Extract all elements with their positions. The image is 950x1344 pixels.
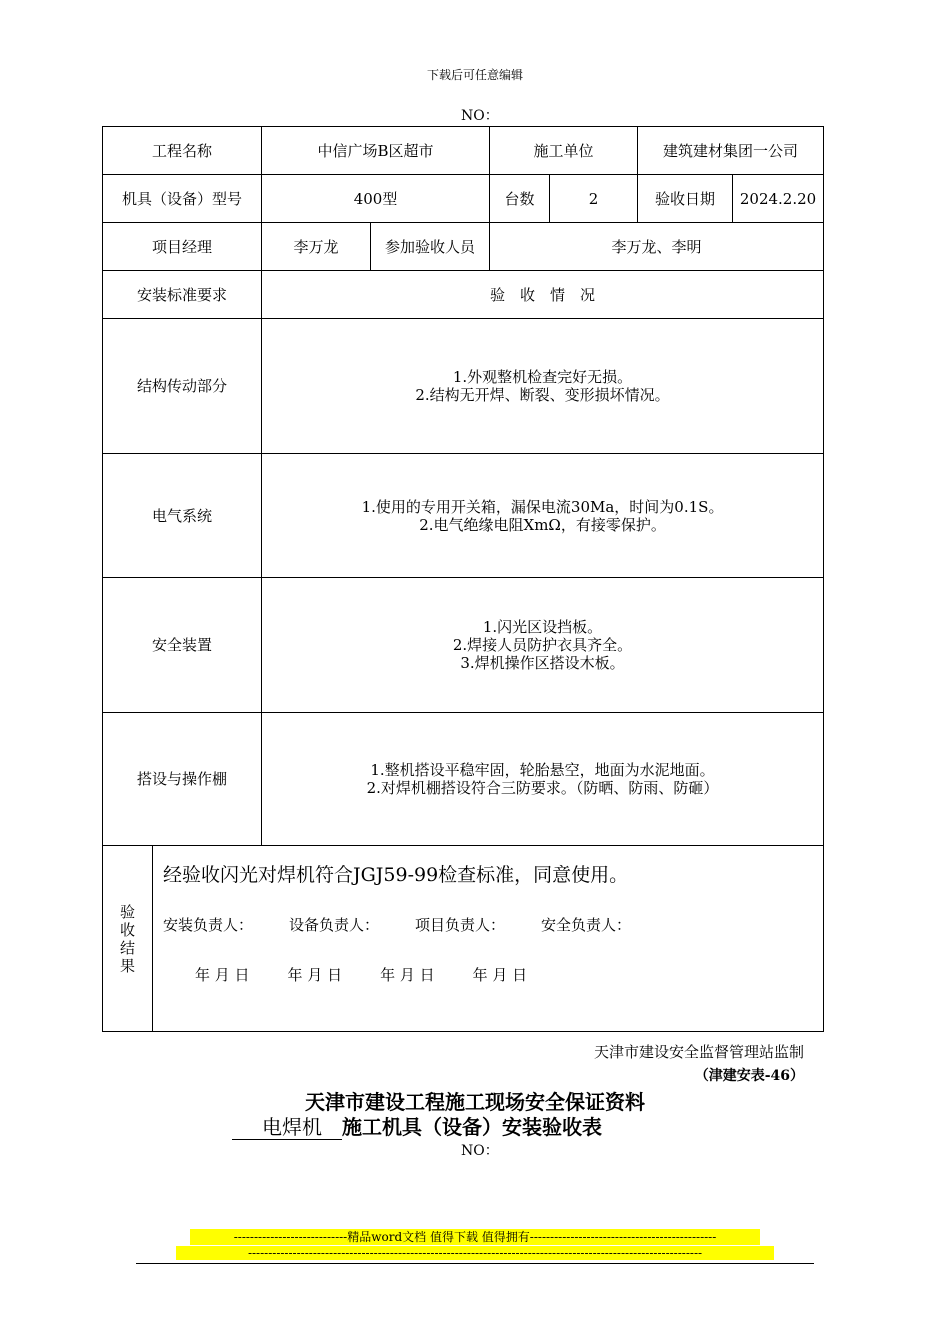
ad-banner-line2: ----------------------------------------------------------------------------------------------------------------	[176, 1246, 774, 1260]
section-line: 2.结构无开焊、断裂、变形损坏情况。	[415, 386, 670, 404]
result-label: 验 收 结 果	[103, 846, 153, 1032]
count-label: 台数	[490, 175, 550, 223]
section-line: 3.焊机操作区搭设木板。	[460, 654, 625, 672]
download-note: 下载后可任意编辑	[426, 68, 523, 82]
section-content	[262, 454, 824, 578]
status-label: 验 收 情 况	[262, 271, 824, 319]
document-title-line2	[232, 1111, 602, 1140]
section-line: 2.电气绝缘电阻XmΩ，有接零保护。	[419, 515, 666, 534]
construction-unit-value: 建筑建材集团一公司	[638, 127, 824, 175]
construction-unit-label: 施工单位	[490, 127, 638, 175]
project-manager-value: 李万龙	[262, 223, 371, 271]
date-field: 年 月 日	[195, 966, 250, 984]
signer-label: 安全负责人：	[541, 916, 632, 934]
dates-row	[195, 966, 565, 984]
model-label: 机具（设备）型号	[103, 175, 262, 223]
result-conclusion: 经验收闪光对焊机符合JGJ59-99检查标准，同意使用。	[163, 864, 629, 886]
standard-label: 安装标准要求	[103, 271, 262, 319]
acceptance-date-value: 2024.2.20	[733, 175, 824, 223]
form-number-label: NO：	[461, 108, 499, 124]
participants-label: 参加验收人员	[371, 223, 490, 271]
signer-label: 设备负责人：	[289, 916, 380, 934]
section-content	[262, 319, 824, 454]
signer-label: 项目负责人：	[415, 916, 506, 934]
date-field: 年 月 日	[287, 966, 343, 984]
signers-row	[163, 916, 667, 934]
section-label: 安全装置	[103, 578, 262, 713]
signer-label: 安装负责人：	[163, 916, 254, 934]
section-line: 1.闪光区设挡板。	[482, 618, 603, 636]
count-value: 2	[550, 175, 638, 223]
section-line: 1.外观整机检查完好无损。	[452, 368, 633, 386]
section-line: 1.使用的专用开关箱，漏保电流30Ma，时间为0.1S。	[361, 497, 724, 516]
section-content	[262, 713, 824, 846]
section-label: 搭设与操作棚	[103, 713, 262, 846]
project-name-value: 中信广场B区超市	[262, 127, 490, 175]
model-value: 400型	[262, 175, 490, 223]
section-line: 2.对焊机棚搭设符合三防要求。（防晒、防雨、防砸）	[366, 779, 719, 797]
date-field: 年 月 日	[472, 966, 528, 984]
supervise-note: 天津市建设安全监督管理站监制	[593, 1043, 804, 1061]
project-name-label: 工程名称	[103, 127, 262, 175]
document-title-line1: 天津市建设工程施工现场安全保证资料	[305, 1090, 645, 1114]
section-content	[262, 578, 824, 713]
section-label: 结构传动部分	[103, 319, 262, 454]
form-number-label-bottom: NO：	[461, 1143, 499, 1159]
acceptance-table	[102, 126, 824, 1032]
result-content	[153, 846, 824, 1032]
section-line: 2.焊接人员防护衣具齐全。	[452, 636, 633, 654]
project-manager-label: 项目经理	[103, 223, 262, 271]
section-label: 电气系统	[103, 454, 262, 578]
equipment-name: 电焊机	[232, 1115, 342, 1140]
acceptance-date-label: 验收日期	[638, 175, 733, 223]
section-line: 1.整机搭设平稳牢固，轮胎悬空，地面为水泥地面。	[370, 761, 715, 779]
date-field: 年 月 日	[380, 966, 435, 984]
title-rest: 施工机具（设备）安装验收表	[342, 1115, 602, 1139]
ad-banner-line1: ----------------------------精品word文档 值得下载 值得拥有----------------------------------------------	[190, 1229, 760, 1245]
bottom-divider	[136, 1263, 814, 1264]
form-code: （津建安表-46）	[694, 1068, 804, 1084]
participants-value: 李万龙、李明	[490, 223, 824, 271]
